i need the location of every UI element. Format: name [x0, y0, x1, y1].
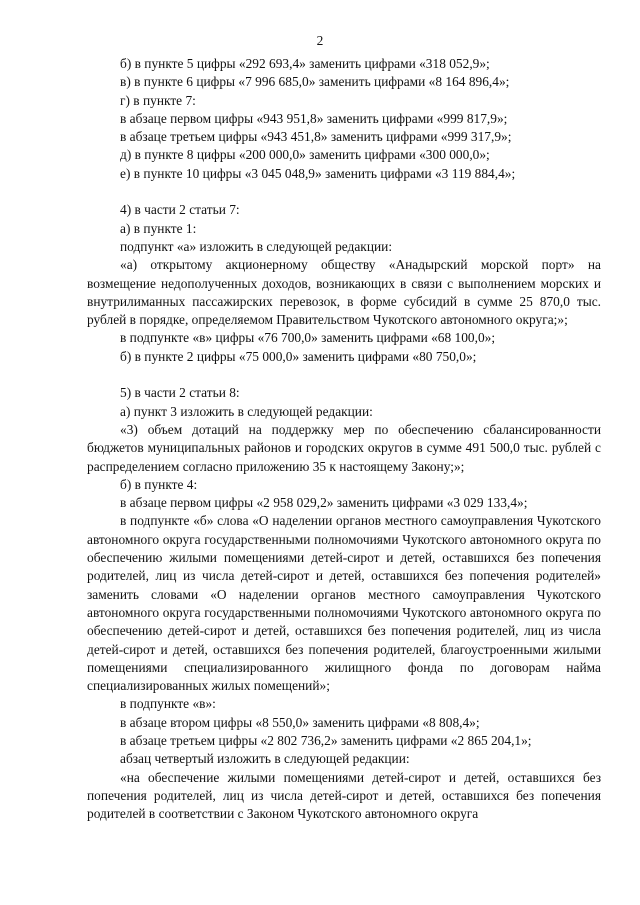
document-paragraph: в абзаце первом цифры «943 951,8» заменить цифрами «999 817,9»; [120, 110, 508, 126]
document-paragraph: 4) в части 2 статьи 7: [120, 202, 240, 218]
document-paragraph: «3) объем дотаций на поддержку мер по обеспечению сбалансированности бюджетов муниципальных районов и городских округов в сумме 491 500,0 тыс. рублей с распределением согласно приложению 35 к настоящему Закону;»; [87, 421, 601, 474]
document-paragraph: в) в пункте 6 цифры «7 996 685,0» заменить цифрами «8 164 896,4»; [120, 74, 510, 90]
document-paragraph: в абзаце третьем цифры «943 451,8» заменить цифрами «999 317,9»; [120, 129, 512, 145]
document-paragraph: абзац четвертый изложить в следующей редакции: [120, 751, 410, 767]
paragraph-spacer [87, 183, 601, 201]
document-paragraph: подпункт «а» изложить в следующей редакции: [120, 238, 393, 254]
document-body [87, 55, 601, 823]
document-paragraph: 5) в части 2 статьи 8: [120, 385, 240, 401]
document-paragraph: б) в пункте 4: [120, 476, 198, 492]
document-paragraph: а) в пункте 1: [120, 220, 197, 236]
paragraph-spacer [87, 366, 601, 384]
document-paragraph: б) в пункте 2 цифры «75 000,0» заменить цифрами «80 750,0»; [120, 348, 477, 364]
document-paragraph: «на обеспечение жилыми помещениями детей-сирот и детей, оставшихся без попечения родителей, лиц из числа детей-сирот и детей, оставшихся без попечения родителей в соответствии с Законом Чукотского автономного округа [87, 769, 601, 822]
document-paragraph: в абзаце третьем цифры «2 802 736,2» заменить цифрами «2 865 204,1»; [120, 732, 532, 748]
page-number: 2 [316, 33, 324, 48]
document-paragraph: г) в пункте 7: [120, 92, 196, 108]
document-paragraph: в абзаце первом цифры «2 958 029,2» заменить цифрами «3 029 133,4»; [120, 495, 528, 511]
document-paragraph: е) в пункте 10 цифры «3 045 048,9» заменить цифрами «3 119 884,4»; [120, 165, 516, 181]
document-paragraph: в абзаце втором цифры «8 550,0» заменить цифрами «8 808,4»; [120, 714, 480, 730]
document-paragraph: в подпункте «в»: [120, 696, 216, 712]
document-paragraph: д) в пункте 8 цифры «200 000,0» заменить цифрами «300 000,0»; [120, 147, 490, 163]
document-paragraph: в подпункте «в» цифры «76 700,0» заменить цифрами «68 100,0»; [120, 330, 496, 346]
document-paragraph: «а) открытому акционерному обществу «Анадырский морской порт» на возмещение недополученных доходов, возникающих в связи с выполнением морских и внутрилиманных пассажирских перевозок, в форме субсидий в сумме 25 870,0 тыс. рублей в порядке, определяемом Правительством Чукотского автономного округа;»; [87, 257, 601, 328]
document-paragraph: б) в пункте 5 цифры «292 693,4» заменить цифрами «318 052,9»; [120, 56, 490, 71]
document-paragraph: а) пункт 3 изложить в следующей редакции: [120, 403, 373, 419]
document-paragraph: в подпункте «б» слова «О наделении органов местного самоуправления Чукотского автономного округа государственными полномочиями Чукотского автономного округа по обеспечению жилыми помещениями детей-сирот и детей, оставшихся без попечения родителей, лиц из числа детей-сирот и детей, оставшихся без попечения родителей» заменить словами «О наделении органов местного самоуправления Чукотского автономного округа государственными полномочиями Чукотского автономного округа по обеспечению детей-сирот и детей, оставшихся без попечения родителей, лиц из числа детей-сирот и детей, оставшихся без попечения родителей, благоустроенными жилыми помещениями специализированного жилищного фонда по договорам найма специализированных жилых помещений»; [87, 513, 601, 694]
